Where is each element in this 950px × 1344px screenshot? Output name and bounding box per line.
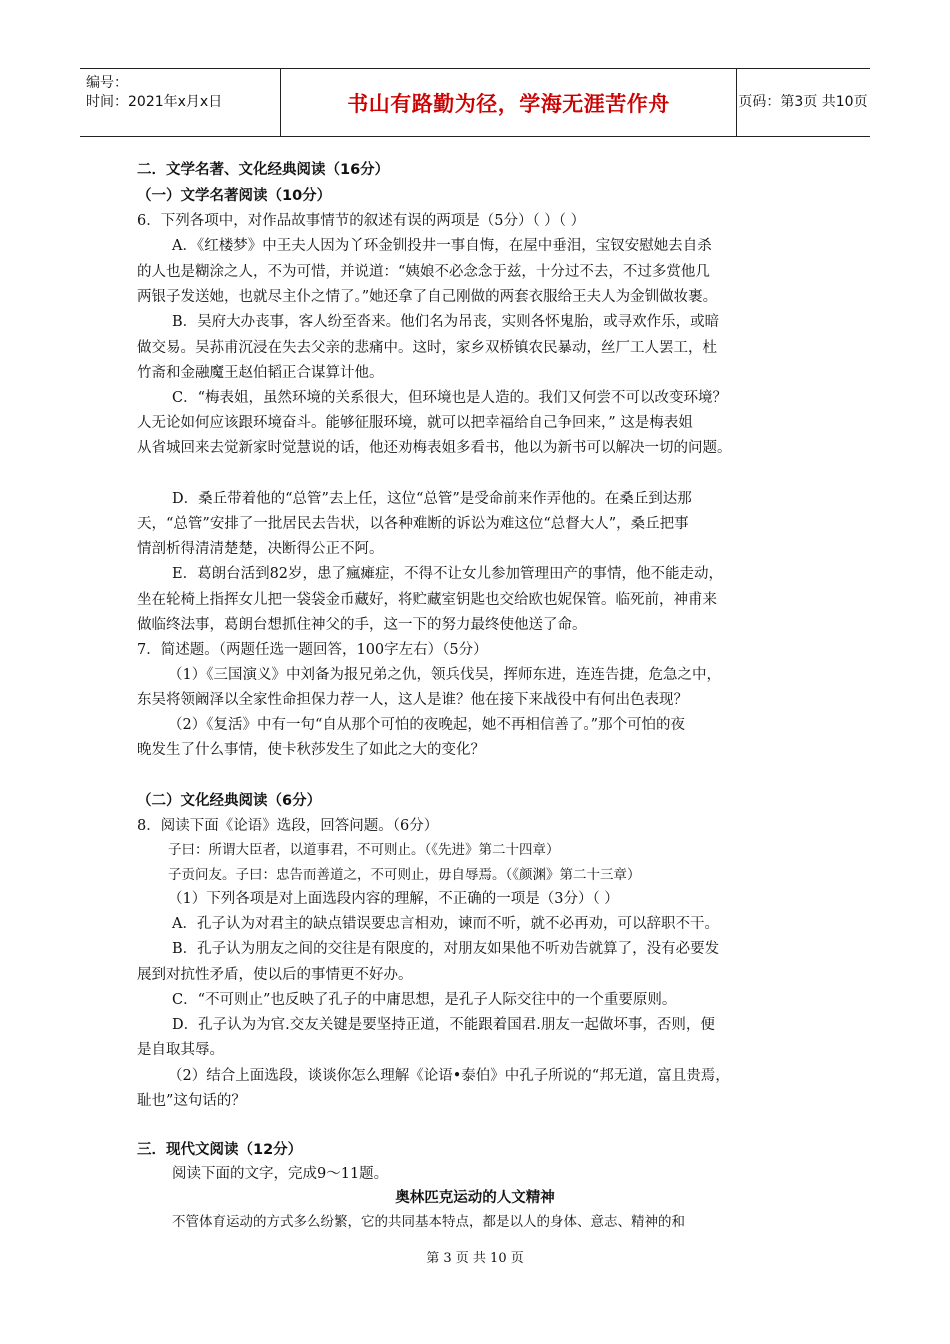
article-paragraph: 不管体育运动的方式多么纷繁，它的共同基本特点，都是以人的身体、意志、精神的和 <box>172 1214 685 1230</box>
header-meta-cell <box>80 69 280 136</box>
option-c-line: C．“梅表姐，虽然环境的关系很大，但环境也是人造的。我们又何尝不可以改变环境？ <box>172 390 728 406</box>
option-c-line: 人无论如何应该跟环境奋斗。能够征服环境，就可以把幸福给自己争回来，” 这是梅表姐 <box>137 415 693 431</box>
subsection-heading: （一）文学名著阅读（10分） <box>137 188 332 204</box>
option-b-line: 竹斋和金融魔王赵伯韬正合谋算计他。 <box>137 365 384 381</box>
question-8-item-2: 耻也”这句话的？ <box>137 1093 246 1109</box>
question-8-option-a: A．孔子认为对君主的缺点错误要忠言相劝，谏而不听，就不必再劝，可以辞职不干。 <box>172 916 719 932</box>
option-e-line: 做临终法事，葛朗台想抓住神父的手，这一下的努力最终使他送了命。 <box>137 617 587 633</box>
doc-date-label: 时间：2021年x月x日 <box>86 94 223 110</box>
question-8-option-b: 展到对抗性矛盾，使以后的事情更不好办。 <box>137 967 413 983</box>
question-7-item-1: 东吴将领阚泽以全家性命担保力荐一人，这人是谁？他在接下来战役中有何出色表现？ <box>137 692 688 708</box>
subsection-heading: （二）文化经典阅读（6分） <box>137 793 322 809</box>
option-e-line: 坐在轮椅上指挥女儿把一袋袋金币藏好，将贮藏室钥匙也交给欧也妮保管。临死前，神甫来 <box>137 592 717 608</box>
analects-quote: 子贡问友。子曰：忠告而善道之，不可则止，毋自辱焉。（《颜渊》第二十三章） <box>168 867 641 883</box>
option-d-line: D．桑丘带着他的“总管”去上任，这位“总管”是受命前来作弄他的。在桑丘到达那 <box>172 491 692 507</box>
option-b-line: 做交易。吴荪甫沉浸在失去父亲的悲痛中。这时，家乡双桥镇农民暴动，丝厂工人罢工，杜 <box>137 340 717 356</box>
option-c-line: 从省城回来去觉新家时觉慧说的话，他还劝梅表姐多看书，他以为新书可以解决一切的问题。 <box>137 440 732 456</box>
doc-number-label: 编号： <box>86 75 128 91</box>
option-a-line: 的人也是糊涂之人，不为可惜，并说道：“姨娘不必念念于兹，十分过不去，不过多赏他几 <box>137 264 710 280</box>
option-d-line: 天，“总管”安排了一批居民去告状，以各种难断的诉讼为难这位“总督大人”，桑丘把事 <box>137 516 689 532</box>
section-heading: 三．现代文阅读（12分） <box>137 1142 303 1158</box>
page-header <box>80 68 870 137</box>
header-motto-cell <box>280 69 737 136</box>
question-8-option-d: D．孔子认为为官.交友关键是要坚持正道，不能跟着国君.朋友一起做坏事，否则，便 <box>172 1017 715 1033</box>
question-8-option-c: C．“不可则止”也反映了孔子的中庸思想，是孔子人际交往中的一个重要原则。 <box>172 992 677 1008</box>
analects-quote: 子曰：所谓大臣者，以道事君，不可则止。（《先进》第二十四章） <box>168 842 560 858</box>
question-8-item-1: （1）下列各项是对上面选段内容的理解，不正确的一项是（3分）（ ） <box>168 891 619 907</box>
option-a-line: 两银子发送她，也就尽主仆之情了。”她还拿了自己刚做的两套衣服给王夫人为金钏做妆裹。 <box>137 289 718 305</box>
option-a-line: A．《红楼梦》中王夫人因为丫环金钏投井一事自悔，在屋中垂泪，宝钗安慰她去自杀 <box>172 238 712 254</box>
motto-text: 书山有路勤为径，学海无涯苦作舟 <box>347 91 670 116</box>
article-title: 奥林匹克运动的人文精神 <box>395 1190 555 1206</box>
question-8-item-2: （2）结合上面选段，谈谈你怎么理解《论语•泰伯》中孔子所说的“邦无道，富且贵焉， <box>168 1068 730 1084</box>
question-7-item-2: 晚发生了什么事情，使卡秋莎发生了如此之大的变化？ <box>137 742 485 758</box>
question-7-item-1: （1）《三国演义》中刘备为报兄弟之仇，领兵伐吴，挥师东进，连连告捷，危急之中， <box>168 667 721 683</box>
page-indicator: 页码：第3页 共10页 <box>738 94 868 110</box>
option-d-line: 情剖析得清清楚楚，决断得公正不阿。 <box>137 541 384 557</box>
question-7-item-2: （2）《复活》中有一句“自从那个可怕的夜晚起，她不再相信善了。”那个可怕的夜 <box>168 717 686 733</box>
header-page-cell <box>736 69 870 136</box>
page-footer: 第 3 页 共 10 页 <box>426 1251 524 1266</box>
option-b-line: B．吴府大办丧事，客人纷至沓来。他们名为吊丧，实则各怀鬼胎，或寻欢作乐，或暗 <box>172 314 720 330</box>
option-e-line: E．葛朗台活到82岁，患了瘋瘫症，不得不让女儿参加管理田产的事情，他不能走动， <box>172 566 724 582</box>
question-8-option-d: 是自取其辱。 <box>137 1042 224 1058</box>
section-heading: 二．文学名著、文化经典阅读（16分） <box>137 162 390 178</box>
question-8-option-b: B．孔子认为朋友之间的交往是有限度的，对朋友如果他不听劝告就算了，没有必要发 <box>172 941 720 957</box>
reading-instruction: 阅读下面的文字，完成9～11题。 <box>172 1166 389 1182</box>
question-7-prompt: 7．简述题。（两题任选一题回答，100字左右）（5分） <box>137 642 488 658</box>
question-6-prompt: 6．下列各项中，对作品故事情节的叙述有误的两项是（5分）（ ）（ ） <box>137 213 586 229</box>
question-8-prompt: 8．阅读下面《论语》选段，回答问题。（6分） <box>137 818 439 834</box>
